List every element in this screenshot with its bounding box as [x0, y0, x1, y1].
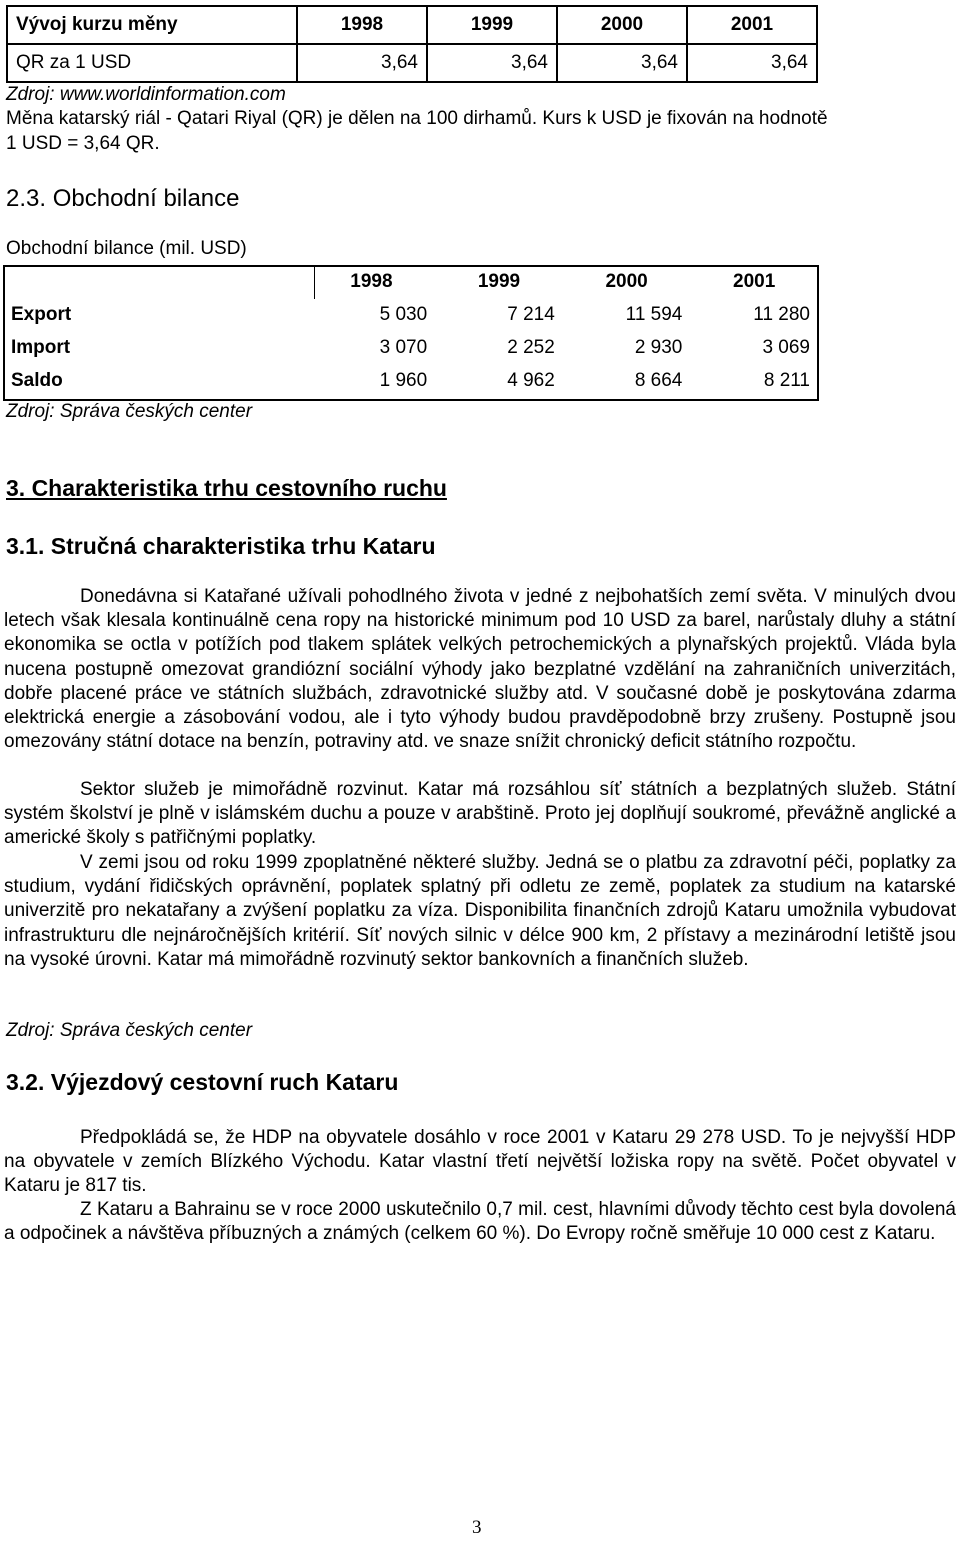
year-cell: 2000 [605, 270, 648, 292]
value-cell: 2 252 [507, 336, 555, 358]
value-cell: 4 962 [507, 369, 555, 391]
value-cell: 5 030 [379, 303, 428, 325]
currency-table [6, 5, 818, 83]
year-cell: 1999 [477, 270, 521, 292]
table-row [3, 331, 818, 364]
paragraph-text: Donedávna si Katařané užívali pohodlného života v jedné z nejbohatších zemí světa. V minulých dvou letech však klesala kontinuálně cena ropy na historické minimum pod 10 USD za barel, narůstaly dluhy a státní ekonomika se octla v potížích pod tlakem splátek velkých petrochemických a plynařských projektů. Vláda byla nucena postupně omezovat grandiózní sociální výhody jako bezplatné vzdělání na zahraničních univerzitách, dobře placené práce ve státních službách, zdravotnické služby atd. V současné době je poskytována zdarma elektrická energie a zásobování vodou, ale i tyto výhody budou pravděpodobně brzy zrušeny. Postupně jsou omezovány státní dotace na benzín, potraviny atd. ve snaze snížit chronický deficit státního rozpočtu. [4, 586, 956, 753]
section-3-1-heading: 3.1. Stručná charakteristika trhu Kataru [6, 533, 436, 559]
row-label: QR za 1 USD [7, 44, 297, 82]
value-cell: 2 930 [634, 336, 683, 358]
row-label: Import [11, 336, 71, 358]
table-row [3, 298, 818, 331]
value-cell: 1 960 [379, 369, 428, 391]
paragraph-text: V zemi jsou od roku 1999 zpoplatněné některé služby. Jedná se o platbu za zdravotní péči, poplatky za studium, vydání řidičských oprávnění, poplatek splatný při odletu ze země, poplatek za studium na katarské univerzitě pro nekatařany a zvýšení poplatku za víza. Disponibilita finančních zdrojů Kataru umožnila vybudovat infrastrukturu dle nejnáročnějších kritérií. Síť nových silnic v délce 900 km, 2 přístavy a mezinárodní letiště jsou na vysoké úrovni. Katar má mimořádně rozvinutý sektor bankovních a finančních služeb. [4, 852, 956, 970]
value-cell: 7 214 [507, 303, 555, 325]
section-3-heading: 3. Charakteristika trhu cestovního ruchu [6, 475, 447, 501]
year-cell: 1999 [427, 6, 557, 44]
trade-source: Zdroj: Správa českých center [6, 401, 253, 422]
section-3-2-heading: 3.2. Výjezdový cestovní ruch Kataru [6, 1069, 399, 1095]
page-number: 3 [472, 1517, 482, 1538]
row-label: Saldo [11, 369, 63, 391]
year-cell: 2000 [557, 6, 687, 44]
paragraph [4, 851, 956, 972]
currency-table-row [7, 44, 817, 82]
paragraph [4, 1126, 956, 1199]
year-cell: 1998 [350, 270, 393, 292]
value-cell: 3,64 [687, 44, 817, 82]
currency-table-header [7, 6, 817, 44]
value-cell: 3 069 [762, 336, 810, 358]
currency-source: Zdroj: www.worldinformation.com [6, 84, 286, 105]
currency-note-line-1: Měna katarský riál - Qatari Riyal (QR) je dělen na 100 dirhamů. Kurs k USD je fixován na hodnotě [6, 108, 828, 129]
table-row [3, 364, 818, 397]
value-cell: 3,64 [557, 44, 687, 82]
value-cell: 11 594 [625, 303, 683, 325]
value-cell: 3 070 [379, 336, 428, 358]
value-cell: 8 664 [634, 369, 683, 391]
value-cell: 8 211 [763, 369, 810, 391]
value-cell: 3,64 [427, 44, 557, 82]
trade-table-header [3, 265, 818, 298]
paragraph [4, 585, 956, 754]
section-2-3-heading: 2.3. Obchodní bilance [6, 185, 240, 212]
paragraph-text: Z Kataru a Bahrainu se v roce 2000 uskutečnilo 0,7 mil. cest, hlavními důvody těchto cest byla dovolená a odpočinek a návštěva příbuzných a známých (celkem 60 %). Do Evropy ročně směřuje 10 000 cest z Kataru. [4, 1199, 956, 1245]
paragraph-text: Předpokládá se, že HDP na obyvatele dosáhlo v roce 2001 v Kataru 29 278 USD. To je nejvyšší HDP na obyvatele v zemích Blízkého Východu. Katar vlastní třetí největší ložiska ropy na světě. Počet obyvatel v Kataru je 817 tis. [4, 1127, 956, 1197]
header-empty-cell [3, 265, 308, 298]
value-cell: 11 280 [753, 303, 810, 325]
paragraph [4, 1198, 956, 1246]
year-cell: 2001 [687, 6, 817, 44]
year-cell: 1998 [297, 6, 427, 44]
paragraph-source: Zdroj: Správa českých center [6, 1020, 253, 1041]
year-cell: 2001 [733, 270, 776, 292]
paragraph [4, 778, 956, 851]
paragraph-text: Sektor služeb je mimořádně rozvinut. Katar má rozsáhlou síť státních a bezplatných služeb. Státní systém školství je plně v islámském duchu a pouze v arabštině. Proto jej doplňují soukromé, převážně anglické a americké školy s patřičnými poplatky. [4, 779, 956, 849]
currency-note-line-2: 1 USD = 3,64 QR. [6, 133, 160, 154]
trade-caption: Obchodní bilance (mil. USD) [6, 238, 247, 259]
currency-table-title: Vývoj kurzu měny [7, 6, 297, 44]
trade-table [3, 265, 818, 397]
value-cell: 3,64 [297, 44, 427, 82]
row-label: Export [11, 303, 72, 325]
